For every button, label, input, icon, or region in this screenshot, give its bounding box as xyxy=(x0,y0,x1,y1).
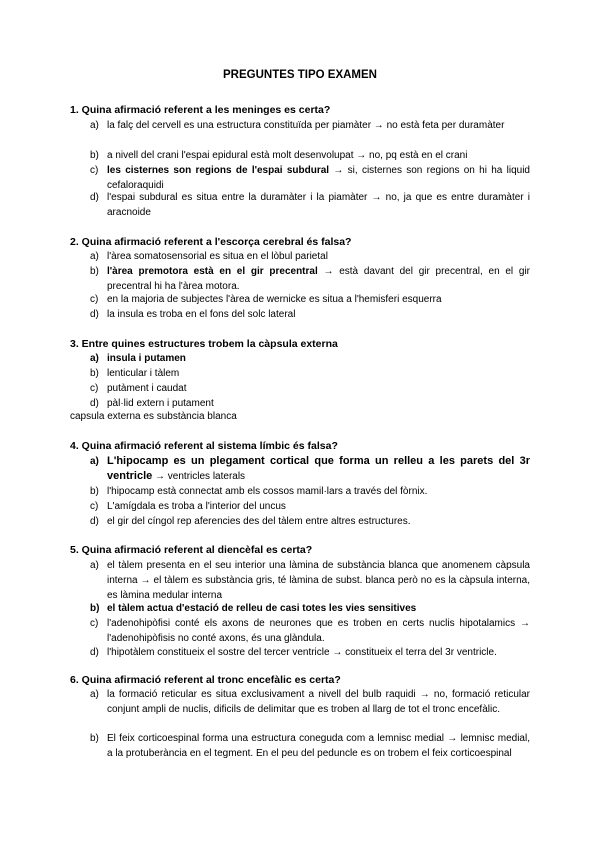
q6-option-b xyxy=(90,731,530,761)
q2-option-b xyxy=(90,264,530,294)
q1-option-d xyxy=(90,190,530,220)
option-letter: b) xyxy=(90,368,99,379)
option-text: la formació reticular es situa exclusivament a nivell del bulb raquidi → no, formació reticular conjunt ampli de nuclis, dificils de delimitar que es troben al llarg de tot el tronc encefàlic. xyxy=(107,689,530,715)
q3-option-a xyxy=(90,351,530,366)
option-letter: d) xyxy=(90,516,99,527)
option-text: El feix corticoespinal forma una estructura coneguda com a lemnisc medial → lemnisc medial, a la protuberància en el tegment. En el peu del peduncle es on trobem el feix corticoespinal xyxy=(107,733,530,759)
q1-option-a xyxy=(90,118,530,133)
q4-option-c xyxy=(90,499,530,514)
option-letter: a) xyxy=(90,456,99,467)
option-text: l'hipocamp està connectat amb els cossos mamil·lars a través del fòrnix. xyxy=(107,486,428,497)
option-letter: a) xyxy=(90,560,99,571)
q3-option-d xyxy=(90,396,530,411)
q5-option-b xyxy=(90,601,530,616)
q3-option-b xyxy=(90,366,530,381)
option-bold-text: insula i putamen xyxy=(107,353,186,364)
option-text: L'amígdala es troba a l'interior del uncus xyxy=(107,501,286,512)
q4-option-d xyxy=(90,514,530,529)
option-letter: d) xyxy=(90,309,99,320)
option-letter: d) xyxy=(90,647,99,658)
question-4: 4. Quina afirmació referent al sistema límbic és falsa? xyxy=(70,440,338,452)
question-3: 3. Entre quines estructures trobem la càpsula externa xyxy=(70,338,338,350)
option-letter: a) xyxy=(90,353,99,364)
q2-option-a xyxy=(90,249,530,264)
option-letter: b) xyxy=(90,266,99,277)
option-letter: d) xyxy=(90,192,99,203)
option-text: a nivell del crani l'espai epidural està molt desenvolupat → no, pq està en el crani xyxy=(107,150,468,161)
option-letter: b) xyxy=(90,150,99,161)
option-bold-text: l'àrea premotora està en el gir precentral xyxy=(107,266,318,277)
option-letter: c) xyxy=(90,501,99,512)
option-text: l'adenohipòfisi conté els axons de neurones que es troben en certs nuclis hipotalamics → l'adenohipòfisis no conté axons, és una glàndula. xyxy=(107,618,530,644)
q1-option-c xyxy=(90,163,530,193)
option-letter: a) xyxy=(90,120,99,131)
option-letter: b) xyxy=(90,603,100,614)
option-bold-text: el tàlem actua d'estació de relleu de casi totes les vies sensitives xyxy=(107,603,417,614)
q4-option-b xyxy=(90,484,530,499)
q4-option-a xyxy=(90,454,530,484)
option-text: putàment i caudat xyxy=(107,383,187,394)
q5-option-d xyxy=(90,645,530,660)
page-title: PREGUNTES TIPO EXAMEN xyxy=(223,69,377,81)
option-text: l'hipotàlem constitueix el sostre del tercer ventricle → constitueix el terra del 3r ventricle. xyxy=(107,647,497,658)
question-5: 5. Quina afirmació referent al diencèfal es certa? xyxy=(70,544,313,556)
option-letter: b) xyxy=(90,733,99,744)
option-letter: c) xyxy=(90,618,99,629)
option-letter: c) xyxy=(90,294,99,305)
option-text: l'espai subdural es situa entre la duramàter i la piamàter → no, ja que es entre duramàter i aracnoide xyxy=(107,192,530,218)
q2-option-c xyxy=(90,292,530,307)
option-text: lenticular i tàlem xyxy=(107,368,180,379)
option-text: → si, cisternes son regions on hi ha liquid cefaloraquidi xyxy=(107,165,530,191)
option-bold-text: les cisternes son regions de l'espai subdural xyxy=(107,165,330,176)
question-1: 1. Quina afirmació referent a les meninges es certa? xyxy=(70,104,331,116)
option-text: la falç del cervell es una estructura constituïda per piamàter → no està feta per duramàter xyxy=(107,120,505,131)
q6-option-a xyxy=(90,687,530,717)
question-6: 6. Quina afirmació referent al tronc encefàlic es certa? xyxy=(70,674,341,686)
option-text: l'àrea somatosensorial es situa en el lòbul parietal xyxy=(107,251,328,262)
option-letter: a) xyxy=(90,251,99,262)
q5-option-a xyxy=(90,558,530,603)
option-letter: b) xyxy=(90,486,99,497)
q3-note: capsula externa es substància blanca xyxy=(70,411,237,422)
option-text: el gir del cíngol rep aferencies des del tàlem entre altres estructures. xyxy=(107,516,411,527)
option-text: pàl·lid extern i putament xyxy=(107,398,214,409)
option-text: el tàlem presenta en el seu interior una làmina de substància blanca que anomenem càpsula interna → el tàlem es substància gris, té làmina de subst. blanca però no es la càpsula interna, es làmina medular interna xyxy=(107,560,530,601)
option-letter: a) xyxy=(90,689,99,700)
option-text: → està davant del gir precentral, en el gir precentral hi ha l'àrea motora. xyxy=(107,266,531,292)
option-text: → ventricles laterals xyxy=(152,471,246,482)
option-letter: c) xyxy=(90,165,99,176)
option-text: la insula es troba en el fons del solc lateral xyxy=(107,309,296,320)
q3-option-c xyxy=(90,381,530,396)
option-text: en la majoria de subjectes l'àrea de wernicke es situa a l'hemisferi esquerra xyxy=(107,294,442,305)
option-letter: c) xyxy=(90,383,99,394)
option-letter: d) xyxy=(90,398,99,409)
question-2: 2. Quina afirmació referent a l'escorça cerebral és falsa? xyxy=(70,236,352,248)
q1-option-b xyxy=(90,148,530,163)
q2-option-d xyxy=(90,307,530,322)
option-bold-text: L'hipocamp es un plegament cortical que forma un relleu a les parets del 3r ventricle xyxy=(107,455,530,482)
q5-option-c xyxy=(90,616,530,646)
